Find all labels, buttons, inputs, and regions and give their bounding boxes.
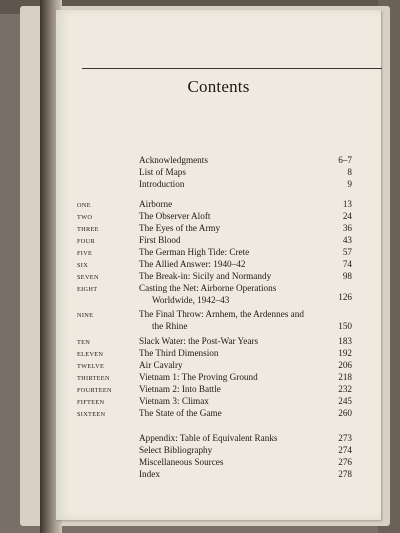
chapter-number: THREE — [77, 226, 99, 233]
chapter-page: 260 — [338, 408, 352, 418]
chapter-title: First Blood — [139, 235, 181, 245]
entry-page: 8 — [347, 167, 352, 177]
top-rule — [82, 68, 382, 69]
entry-page: 273 — [338, 433, 352, 443]
chapter-page: 192 — [338, 348, 352, 358]
chapter-title: Vietnam 1: The Proving Ground — [139, 372, 258, 382]
chapter-number: ONE — [77, 202, 91, 209]
chapter-page: 245 — [338, 396, 352, 406]
chapter-number: FOUR — [77, 238, 95, 245]
chapter-number: SIX — [77, 262, 89, 269]
chapter-number: EIGHT — [77, 286, 98, 293]
entry-title: Index — [139, 469, 160, 479]
chapter-title-continued: Worldwide, 1942–43 — [152, 295, 230, 305]
chapter-title: The Final Throw: Arnhem, the Ardennes and — [139, 309, 304, 319]
chapter-page: 183 — [338, 336, 352, 346]
chapter-page: 150 — [338, 321, 352, 331]
chapter-title: Vietnam 2: Into Battle — [139, 384, 221, 394]
chapter-number: TWO — [77, 214, 93, 221]
entry-page: 9 — [347, 179, 352, 189]
chapter-page: 232 — [338, 384, 352, 394]
chapter-page: 74 — [342, 259, 352, 269]
chapter-title-continued: the Rhine — [152, 321, 188, 331]
chapter-page: 36 — [342, 223, 352, 233]
entry-title: Acknowledgments — [139, 155, 208, 165]
chapter-page: 24 — [342, 211, 352, 221]
chapter-page: 43 — [342, 235, 352, 245]
chapter-page: 57 — [342, 247, 352, 257]
chapter-number: ELEVEN — [77, 351, 104, 358]
entry-page: 278 — [338, 469, 352, 479]
chapter-title: The German High Tide: Crete — [139, 247, 250, 257]
chapter-title: The Observer Aloft — [139, 211, 211, 221]
chapter-page: 13 — [342, 199, 352, 209]
chapter-page: 126 — [338, 292, 352, 302]
chapter-number: SIXTEEN — [77, 411, 106, 418]
chapter-number: FIVE — [77, 250, 93, 257]
chapter-title: Casting the Net: Airborne Operations — [139, 283, 277, 293]
chapter-title: The Break-in: Sicily and Normandy — [139, 271, 272, 281]
entry-title: List of Maps — [139, 167, 186, 177]
chapter-title: The Eyes of the Army — [139, 223, 221, 233]
chapter-page: 218 — [338, 372, 352, 382]
chapter-title: Slack Water: the Post-War Years — [139, 336, 259, 346]
entry-page: 274 — [338, 445, 352, 455]
chapter-number: THIRTEEN — [77, 375, 110, 382]
chapter-title: The State of the Game — [139, 408, 222, 418]
chapter-page: 98 — [342, 271, 352, 281]
entry-page: 276 — [338, 457, 352, 467]
page-title: Contents — [187, 77, 250, 96]
entry-title: Introduction — [139, 179, 185, 189]
chapter-title: The Allied Answer: 1940–42 — [139, 259, 246, 269]
chapter-number: NINE — [77, 312, 94, 319]
chapter-number: FOURTEEN — [77, 387, 112, 394]
chapter-number: SEVEN — [77, 274, 99, 281]
chapter-title: Airborne — [139, 199, 173, 209]
chapter-number: TWELVE — [77, 363, 105, 370]
chapter-number: TEN — [77, 339, 91, 346]
chapter-page: 206 — [338, 360, 352, 370]
chapter-title: Vietnam 3: Climax — [139, 396, 209, 406]
chapter-title: Air Cavalry — [139, 360, 183, 370]
chapter-title: The Third Dimension — [139, 348, 219, 358]
chapter-number: FIFTEEN — [77, 399, 105, 406]
entry-title: Miscellaneous Sources — [139, 457, 224, 467]
entry-title: Appendix: Table of Equivalent Ranks — [139, 433, 278, 443]
entry-page: 6–7 — [338, 155, 352, 165]
entry-title: Select Bibliography — [139, 445, 213, 455]
